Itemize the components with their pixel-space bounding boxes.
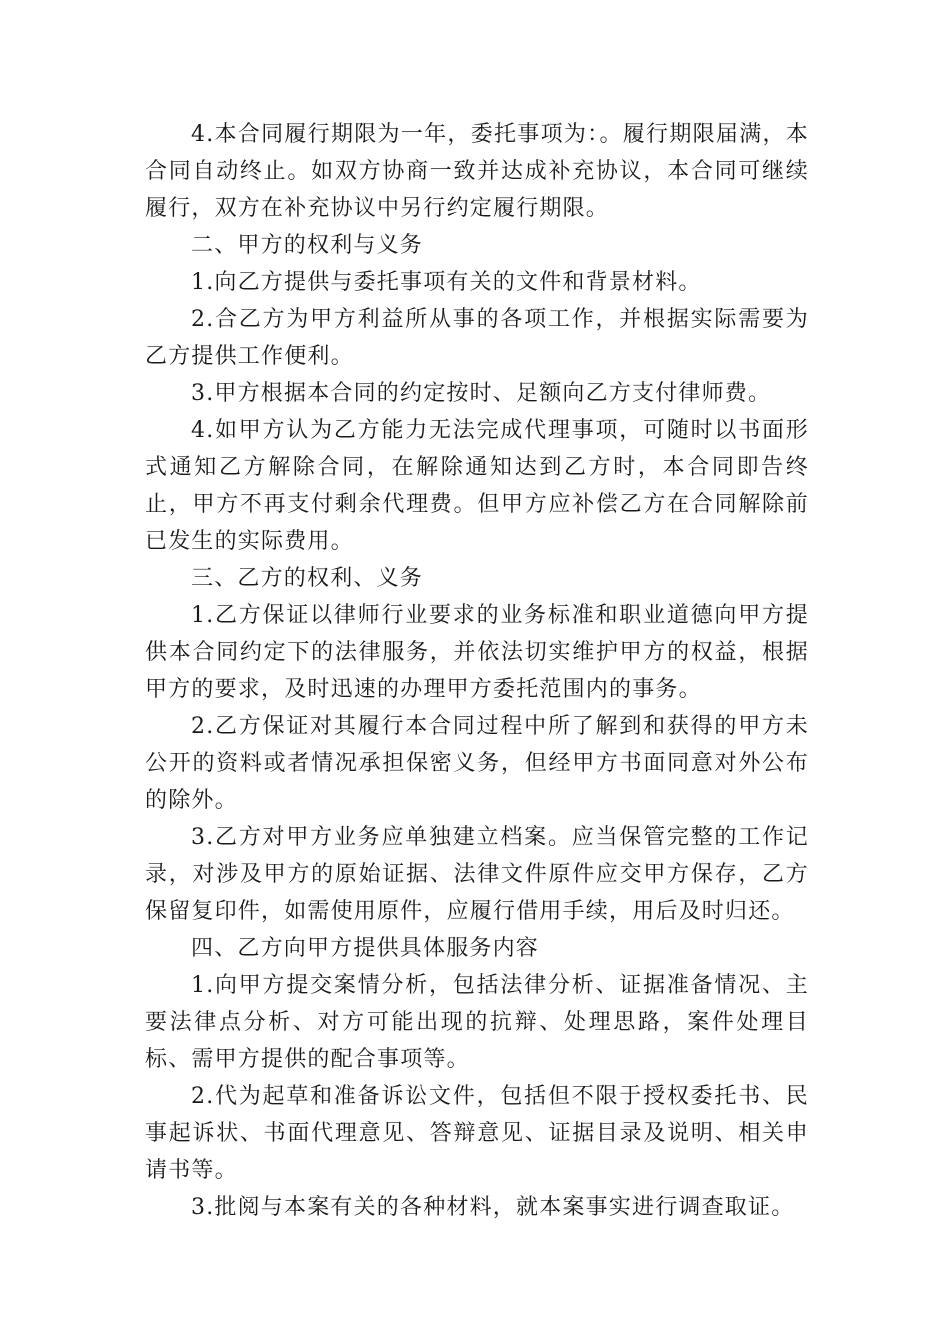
clause-party-a-3: 3.甲方根据本合同的约定按时、足额向乙方支付律师费。: [191, 381, 772, 406]
clause-party-a-1: 1.向乙方提供与委托事项有关的文件和背景材料。: [191, 270, 702, 295]
clause-party-b-1: 1.乙方保证以律师行业要求的业务标准和职业道德向甲方提供本合同约定下的法律服务，并依法切实维护甲方的权益，根据甲方的要求，及时迅速的办理甲方委托范围内的事务。: [145, 603, 809, 702]
section-heading-service-content: 四、乙方向甲方提供具体服务内容: [191, 936, 540, 961]
clause-service-2: 2.代为起草和准备诉讼文件，包括但不限于授权委托书、民事起诉状、书面代理意见、答辩意见、证据目录及说明、相关申请书等。: [145, 1084, 809, 1183]
clause-service-1: 1.向甲方提交案情分析，包括法律分析、证据准备情况、主要法律点分析、对方可能出现的抗辩、处理思路，案件处理目标、需甲方提供的配合事项等。: [145, 973, 809, 1072]
document-body: [145, 116, 809, 1226]
clause-party-b-3: 3.乙方对甲方业务应单独建立档案。应当保管完整的工作记录，对涉及甲方的原始证据、法律文件原件应交甲方保存，乙方保留复印件，如需使用原件，应履行借用手续，用后及时归还。: [145, 825, 809, 924]
clause-term-duration: 4.本合同履行期限为一年，委托事项为：。履行期限届满，本合同自动终止。如双方协商一致并达成补充协议，本合同可继续履行，双方在补充协议中另行约定履行期限。: [145, 122, 809, 221]
section-heading-party-a-rights: 二、甲方的权利与义务: [191, 233, 424, 258]
clause-party-a-4: 4.如甲方认为乙方能力无法完成代理事项，可随时以书面形式通知乙方解除合同，在解除通知达到乙方时，本合同即告终止，甲方不再支付剩余代理费。但甲方应补偿乙方在合同解除前已发生的实际费用。: [145, 418, 809, 554]
clause-party-b-2: 2.乙方保证对其履行本合同过程中所了解到和获得的甲方未公开的资料或者情况承担保密义务，但经甲方书面同意对外公布的除外。: [145, 714, 809, 813]
clause-service-3: 3.批阅与本案有关的各种材料，就本案事实进行调查取证。: [191, 1195, 795, 1220]
section-heading-party-b-rights: 三、乙方的权利、义务: [191, 566, 424, 591]
clause-party-a-2: 2.合乙方为甲方利益所从事的各项工作，并根据实际需要为乙方提供工作便利。: [145, 307, 809, 369]
